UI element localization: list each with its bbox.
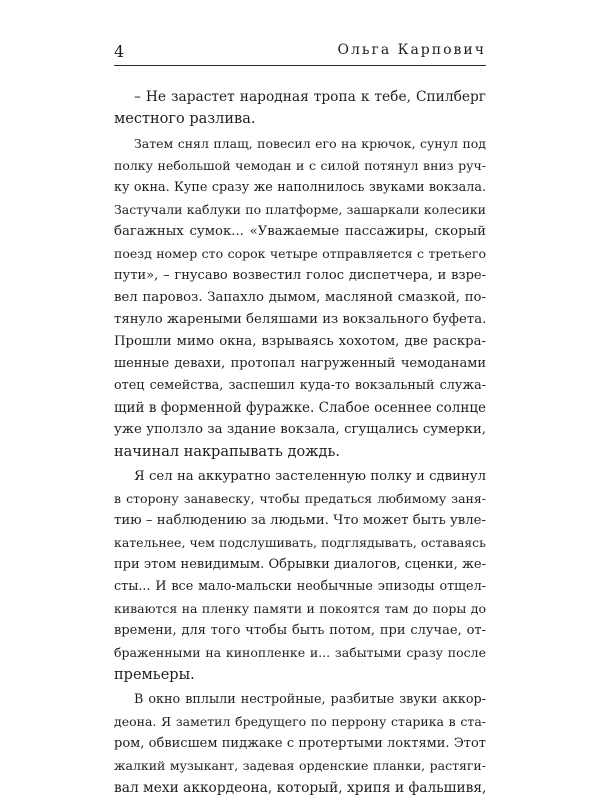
- text-line: пути», – гнусаво возвестил голос диспетчера, и взре-: [114, 268, 486, 283]
- text-line: уже уползло за здание вокзала, сгущались сумерки,: [114, 422, 486, 437]
- text-line: начинал накрапывать дождь.: [114, 444, 340, 460]
- text-line: В окно вплыли нестройные, разбитые звуки аккор-: [134, 692, 486, 707]
- paragraph: [114, 86, 486, 130]
- text-line: местного разлива.: [114, 111, 256, 127]
- text-line: шенные девахи, протопал нагруженный чемоданами: [114, 356, 486, 371]
- text-line: времени, для того чтобы быть потом, при случае, от-: [114, 623, 486, 638]
- text-line: вал мехи аккордеона, который, хрипя и фальшивя,: [114, 780, 487, 796]
- paragraph: [114, 133, 486, 463]
- running-head-author: Ольга Карпович: [337, 42, 486, 58]
- text-line: в сторону занавеску, чтобы предаться любимому заня-: [114, 491, 486, 506]
- text-line: жалкий музыкант, задевая орденские планки, растяги-: [114, 758, 486, 773]
- text-line: при этом невидимым. Обрывки диалогов, сценки, же-: [114, 557, 486, 572]
- text-line: браженными на кинопленке и... забытыми сразу после: [114, 645, 486, 660]
- text-line: сты... И все мало-мальски необычные эпизоды отщел-: [114, 579, 486, 594]
- page-number: 4: [114, 42, 125, 61]
- text-line: полку небольшой чемодан и с силой потянул вниз руч-: [114, 158, 486, 173]
- paragraph: [114, 466, 486, 686]
- header-rule: [114, 65, 486, 66]
- text-line: киваются на пленку памяти и покоятся там до поры до: [114, 601, 486, 616]
- text-line: кательнее, чем подслушивать, подглядывать, оставаясь: [114, 535, 486, 550]
- body-text: [114, 86, 486, 799]
- text-line: Застучали каблуки по платформе, зашаркали колесики: [114, 202, 486, 217]
- text-line: ром, обвисшем пиджаке с протертыми локтями. Этот: [114, 736, 486, 751]
- text-line: ку окна. Купе сразу же наполнилось звуками вокзала.: [114, 180, 486, 195]
- paragraph: [114, 689, 486, 799]
- text-line: – Не зарастет народная тропа к тебе, Спилберг: [134, 89, 486, 105]
- text-line: Прошли мимо окна, взрываясь хохотом, две раскра-: [114, 334, 486, 349]
- text-line: тянуло жареными беляшами из вокзального буфета.: [114, 312, 487, 327]
- text-line: вел паровоз. Запахло дымом, масляной смазкой, по-: [114, 290, 486, 305]
- text-line: премьеры.: [114, 667, 195, 683]
- text-line: щий в форменной фуражке. Слабое осеннее солнце: [114, 400, 486, 416]
- text-line: деона. Я заметил бредущего по перрону старика в ста-: [114, 714, 486, 729]
- text-line: Затем снял плащ, повесил его на крючок, сунул под: [134, 136, 486, 151]
- text-line: багажных сумок... «Уважаемые пассажиры, скорый: [114, 224, 486, 239]
- text-line: поезд номер сто сорок четыре отправляется с третьего: [114, 246, 486, 261]
- text-line: отец семейства, заспешил куда-то вокзальный служа-: [114, 378, 486, 393]
- page-header: [114, 40, 486, 66]
- text-line: Я сел на аккуратно застеленную полку и сдвинул: [134, 469, 486, 484]
- text-line: тию – наблюдению за людьми. Что может быть увле-: [114, 513, 486, 528]
